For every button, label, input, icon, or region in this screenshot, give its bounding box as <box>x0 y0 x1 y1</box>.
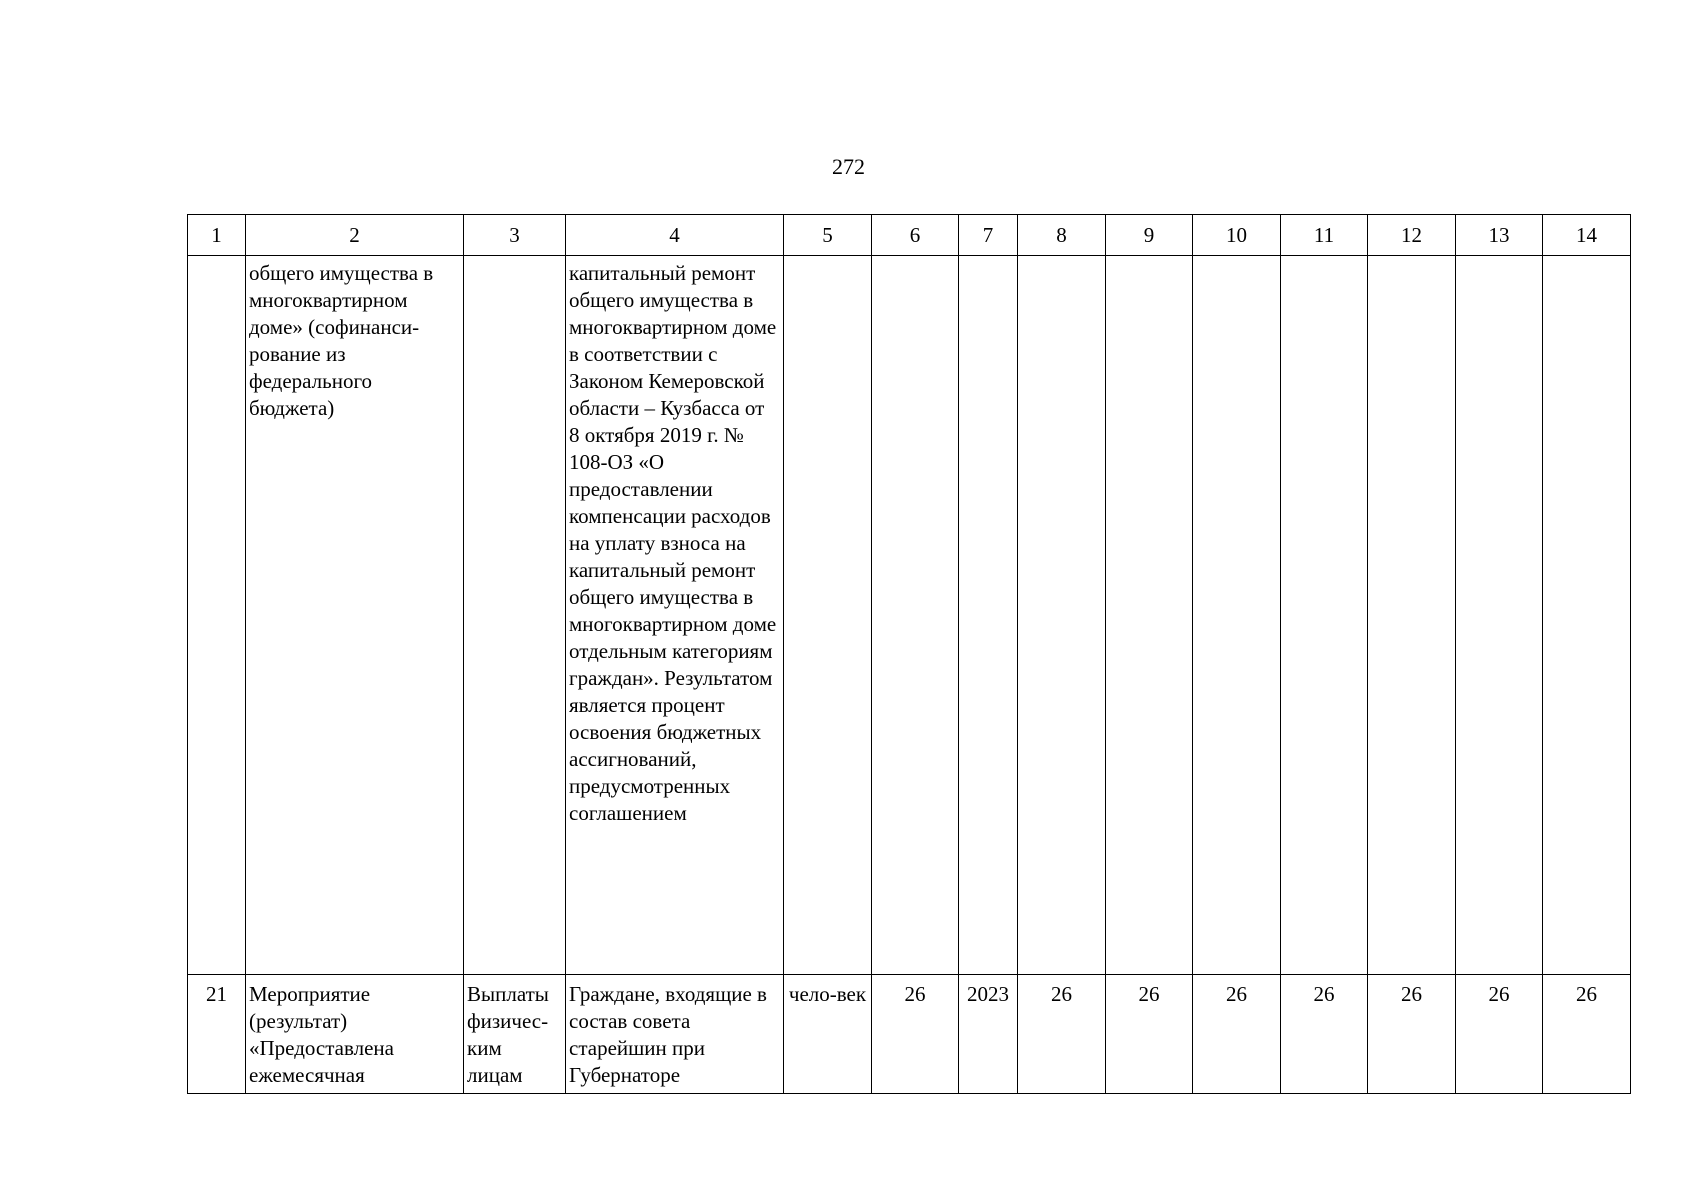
table-cell: 26 <box>1193 975 1281 1094</box>
table-cell: 26 <box>1281 975 1368 1094</box>
column-header: 8 <box>1018 215 1106 256</box>
table-cell: общего имущества в многоквартирном доме» (софинанси-рование из федерального бюджета) <box>246 256 464 975</box>
header-row <box>188 215 1631 256</box>
table-cell: Граждане, входящие в состав совета старейшин при Губернаторе <box>566 975 784 1094</box>
table-cell: капитальный ремонт общего имущества в многоквартирном доме в соответствии с Законом Кемеровской области – Кузбасса от 8 октября 2019 г. № 108-ОЗ «О предоставлении компенсации расходов на уплату взноса на капитальный ремонт общего имущества в многоквартирном доме отдельным категориям граждан». Результатом является процент освоения бюджетных ассигнований, предусмотренных соглашением <box>566 256 784 975</box>
column-header: 9 <box>1106 215 1193 256</box>
column-header: 6 <box>872 215 959 256</box>
column-header: 1 <box>188 215 246 256</box>
table-cell <box>1456 256 1543 975</box>
table-cell: 26 <box>1456 975 1543 1094</box>
table-cell <box>1543 256 1631 975</box>
table-cell <box>1368 256 1456 975</box>
table-cell <box>188 256 246 975</box>
column-header: 3 <box>464 215 566 256</box>
table-cell <box>1018 256 1106 975</box>
table-cell: 26 <box>1106 975 1193 1094</box>
column-header: 2 <box>246 215 464 256</box>
table-cell <box>959 256 1018 975</box>
table-cell <box>1193 256 1281 975</box>
column-header: 4 <box>566 215 784 256</box>
table-cell: 26 <box>872 975 959 1094</box>
table-cell <box>872 256 959 975</box>
row-number-cell: 21 <box>188 975 246 1094</box>
column-header: 14 <box>1543 215 1631 256</box>
table-header <box>188 215 1631 256</box>
table-cell: Мероприятие (результат) «Предоставлена ежемесячная <box>246 975 464 1094</box>
table-cell: 26 <box>1368 975 1456 1094</box>
table-row <box>188 256 1631 975</box>
table-cell <box>784 256 872 975</box>
table-row <box>188 975 1631 1094</box>
column-header: 5 <box>784 215 872 256</box>
table-cell: 26 <box>1543 975 1631 1094</box>
table-cell <box>1281 256 1368 975</box>
column-header: 7 <box>959 215 1018 256</box>
table-cell: Выплаты физичес-ким лицам <box>464 975 566 1094</box>
table-cell <box>464 256 566 975</box>
table-cell: 26 <box>1018 975 1106 1094</box>
column-header: 13 <box>1456 215 1543 256</box>
column-header: 11 <box>1281 215 1368 256</box>
column-header: 12 <box>1368 215 1456 256</box>
unit-cell: чело-век <box>784 975 872 1094</box>
year-cell: 2023 <box>959 975 1018 1094</box>
data-table <box>187 214 1631 1094</box>
page-number: 272 <box>832 154 865 179</box>
column-header: 10 <box>1193 215 1281 256</box>
table-cell <box>1106 256 1193 975</box>
